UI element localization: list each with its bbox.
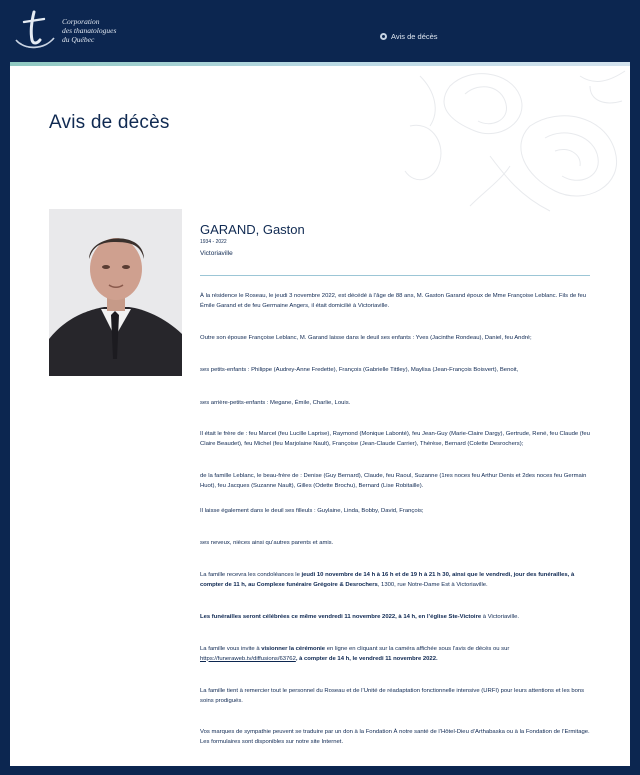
deceased-name: GARAND, Gaston	[200, 222, 305, 237]
organization-name	[62, 17, 116, 44]
obituary-paragraph: ses arrière-petits-enfants : Megane, Émile, Charlie, Louis.	[200, 400, 351, 406]
floral-decoration-icon	[390, 66, 630, 216]
obituary-paragraph: Il était le frère de : feu Marcel (feu Lucille Laprise), Raymond (Monique Labonté), feu Jean-Guy (Marie-Claire Dargy), Gertrude, René, feu Claude (feu Claire Beaudet), feu Michel (feu Marjolaine Nault), Françoise (Jean-Claude Carrier), Thérèse, Bernard (Colette Desrochers);	[200, 431, 590, 447]
city: Victoriaville	[200, 250, 233, 257]
obituary-paragraph: Vos marques de sympathie peuvent se traduire par un don à la Fondation À notre santé de l’Hôtel-Dieu d’Arthabaska ou à la Fondation de l’Ermitage. Les formulaires sont disponibles sur notre site Internet.	[200, 729, 590, 745]
bold-segment: visionner la cérémonie	[261, 646, 326, 652]
top-bar	[0, 0, 640, 62]
corporation-logo[interactable]	[10, 6, 58, 54]
nav-link-avis-de-deces[interactable]	[380, 32, 438, 41]
org-name-line-1: Corporation	[62, 17, 100, 26]
page-title: Avis de décès	[49, 112, 170, 133]
text-segment: La famille recevra les condoléances le	[200, 572, 302, 578]
obituary-paragraph-broadcast	[200, 645, 590, 664]
obituary-paragraph: Outre son épouse Françoise Leblanc, M. Garand laisse dans le deuil ses enfants : Yves (Jacinthe Rondeau), Daniel, feu André;	[200, 335, 532, 341]
bold-segment: , à compter de 14 h, le vendredi 11 novembre 2022.	[295, 655, 438, 662]
bold-segment: jeudi 10 novembre de 14 h à 16 h et de 19 h à 21 h 30, ainsi que le vendredi, jour des funérailles, à compter de 11 h, au Complexe funéraire Grégoire & Desrochers	[200, 572, 575, 588]
text-segment: La famille vous invite à	[200, 646, 262, 652]
obituary-paragraph-funeral	[200, 613, 590, 623]
circle-bullet-icon	[380, 33, 387, 40]
bold-segment: Les funérailles seront célébrées ce même vendredi 11 novembre 2022, à 14 h, en l’église Ste-Victoire	[200, 614, 482, 620]
content-panel	[10, 66, 630, 766]
obituary-paragraph: ses neveux, nièces ainsi qu’autres parents et amis.	[200, 540, 334, 546]
org-name-line-2: des thanatologues	[62, 26, 117, 35]
divider	[200, 275, 590, 276]
obituary-paragraph: À la résidence le Roseau, le jeudi 3 novembre 2022, est décédé à l’âge de 88 ans, M. Gaston Garand époux de Mme Françoise Leblanc. Fils de feu Émile Garand et de feu Germaine Angers, il était domicilié à Victoriaville.	[200, 293, 587, 309]
obituary-paragraph-visitation	[200, 571, 590, 590]
obituary-paragraph: ses petits-enfants : Philippe (Audrey-Anne Fredette), François (Gabrielle Tittley), Maylisa (Jean-François Boisvert), Benoit,	[200, 367, 519, 373]
portrait-photo	[49, 209, 182, 376]
obituary-paragraph: de la famille Leblanc, le beau-frère de : Denise (Guy Bernard), Claude, feu Raoul, Suzanne (1res noces feu Arthur Denis et 2des noces feu Germain Huot), feu Jacques (Suzanne Nault), Gilles (Odette Brochu), Bernard (Lise Robitaille).	[200, 473, 587, 489]
org-name-line-3: du Québec	[62, 35, 95, 44]
text-segment: en ligne en cliquant sur la caméra affichée sous l’avis de décès ou sur	[325, 646, 510, 652]
obituary-paragraph: Il laisse également dans le deuil ses filleuls : Guylaine, Linda, Bobby, David, François;	[200, 508, 424, 514]
broadcast-link[interactable]: https://funeraweb.tv/diffusions/63762	[200, 655, 296, 662]
nav-link-label: Avis de décès	[391, 32, 438, 41]
text-segment: à Victoriaville.	[481, 614, 520, 620]
obituary-paragraph: La famille tient à remercier tout le personnel du Roseau et de l’Unité de réadaptation fonctionnelle intensive (URFI) pour leurs attentions et les bons soins prodigués.	[200, 688, 585, 704]
text-segment: , 1300, rue Notre-Dame Est à Victoriaville.	[377, 581, 488, 588]
life-years: 1934 - 2022	[200, 239, 227, 245]
